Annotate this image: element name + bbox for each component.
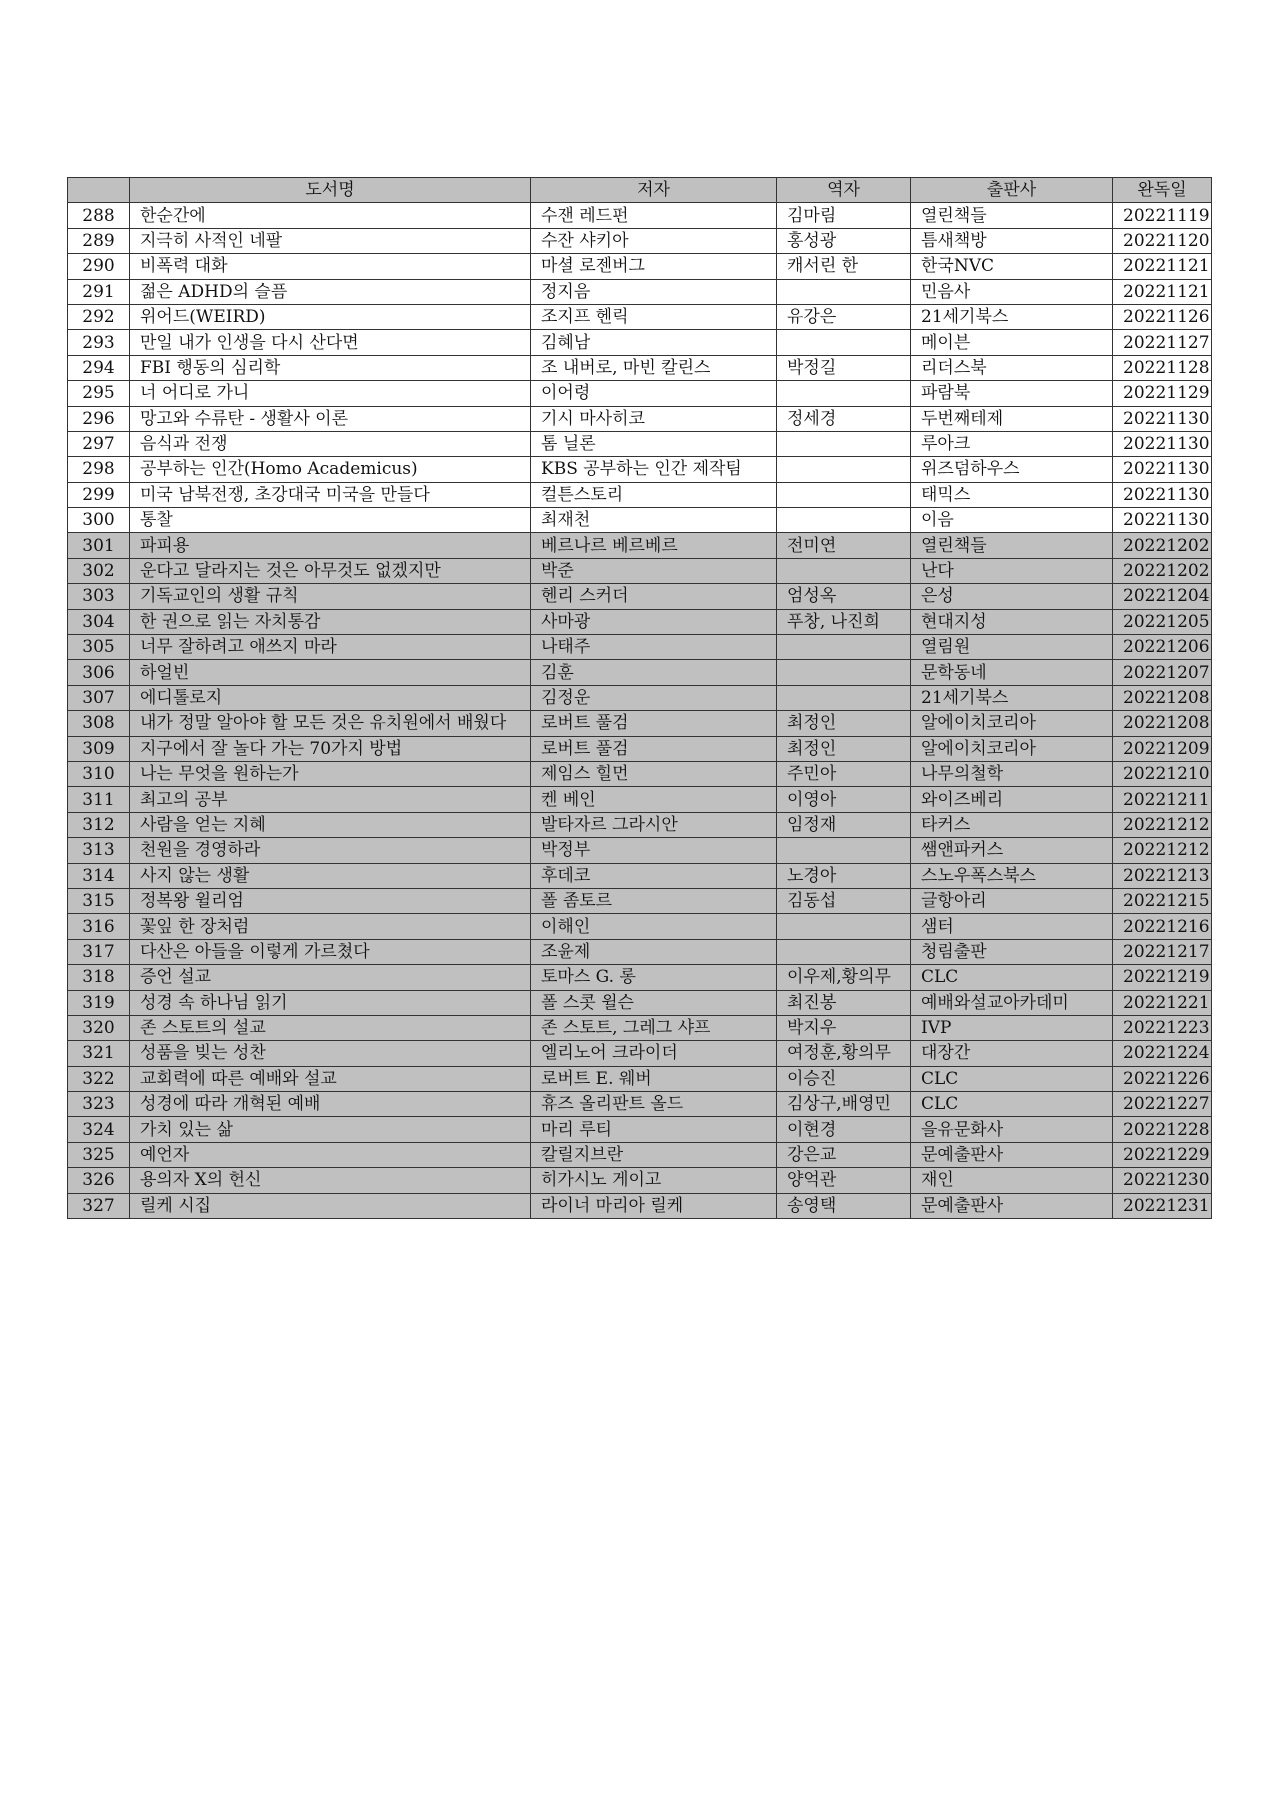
author-cell: 조지프 헨릭 <box>531 304 777 329</box>
author-cell: 김훈 <box>531 660 777 685</box>
table-row <box>68 635 1212 660</box>
publisher-cell: 나무의철학 <box>911 761 1113 786</box>
book-title-cell: 성품을 빚는 성찬 <box>130 1041 531 1066</box>
row-number-cell: 306 <box>68 660 130 685</box>
author-cell: 발타자르 그라시안 <box>531 812 777 837</box>
publisher-cell: 민음사 <box>911 279 1113 304</box>
row-number-cell: 314 <box>68 863 130 888</box>
finish-date-cell: 20221205 <box>1113 609 1212 634</box>
author-cell: 엘리노어 크라이더 <box>531 1041 777 1066</box>
publisher-cell: 샘터 <box>911 914 1113 939</box>
table-row <box>68 254 1212 279</box>
book-title-cell: 사지 않는 생활 <box>130 863 531 888</box>
row-number-cell: 311 <box>68 787 130 812</box>
book-title-cell: 위어드(WEIRD) <box>130 304 531 329</box>
row-number-cell: 301 <box>68 533 130 558</box>
table-row <box>68 787 1212 812</box>
publisher-cell: 문예출판사 <box>911 1142 1113 1167</box>
author-cell: 로버트 풀검 <box>531 711 777 736</box>
book-title-cell: 정복왕 윌리엄 <box>130 888 531 913</box>
author-cell: 토마스 G. 롱 <box>531 965 777 990</box>
table-row <box>68 736 1212 761</box>
translator-cell: 김상구,배영민 <box>777 1092 911 1117</box>
row-number-cell: 308 <box>68 711 130 736</box>
row-number-cell: 290 <box>68 254 130 279</box>
table-row <box>68 812 1212 837</box>
row-number-cell: 289 <box>68 228 130 253</box>
translator-cell <box>777 660 911 685</box>
publisher-cell: IVP <box>911 1015 1113 1040</box>
book-title-cell: 성경 속 하나님 읽기 <box>130 990 531 1015</box>
finish-date-cell: 20221130 <box>1113 431 1212 456</box>
row-number-cell: 296 <box>68 406 130 431</box>
publisher-cell: 을유문화사 <box>911 1117 1113 1142</box>
table-row <box>68 304 1212 329</box>
finish-date-cell: 20221130 <box>1113 457 1212 482</box>
finish-date-cell: 20221224 <box>1113 1041 1212 1066</box>
publisher-cell: 알에이치코리아 <box>911 711 1113 736</box>
finish-date-cell: 20221130 <box>1113 508 1212 533</box>
book-title-cell: 용의자 X의 헌신 <box>130 1168 531 1193</box>
book-title-cell: 다산은 아들을 이렇게 가르쳤다 <box>130 939 531 964</box>
row-number-cell: 305 <box>68 635 130 660</box>
author-cell: 베르나르 베르베르 <box>531 533 777 558</box>
publisher-cell: 루아크 <box>911 431 1113 456</box>
publisher-cell: 파람북 <box>911 381 1113 406</box>
book-title-cell: 내가 정말 알아야 할 모든 것은 유치원에서 배웠다 <box>130 711 531 736</box>
finish-date-cell: 20221215 <box>1113 888 1212 913</box>
book-title-cell: 예언자 <box>130 1142 531 1167</box>
translator-cell: 이영아 <box>777 787 911 812</box>
translator-cell: 캐서린 한 <box>777 254 911 279</box>
finish-date-cell: 20221119 <box>1113 203 1212 228</box>
row-number-cell: 310 <box>68 761 130 786</box>
translator-cell: 최정인 <box>777 736 911 761</box>
finish-date-cell: 20221213 <box>1113 863 1212 888</box>
table-row <box>68 1066 1212 1091</box>
book-title-cell: 한 권으로 읽는 자치통감 <box>130 609 531 634</box>
finish-date-cell: 20221130 <box>1113 406 1212 431</box>
author-cell: 헨리 스커더 <box>531 584 777 609</box>
translator-cell: 송영택 <box>777 1193 911 1218</box>
row-number-cell: 312 <box>68 812 130 837</box>
translator-cell <box>777 457 911 482</box>
row-number-cell: 288 <box>68 203 130 228</box>
row-number-cell: 302 <box>68 558 130 583</box>
table-row <box>68 482 1212 507</box>
finish-date-cell: 20221209 <box>1113 736 1212 761</box>
finish-date-cell: 20221219 <box>1113 965 1212 990</box>
table-row <box>68 990 1212 1015</box>
translator-cell <box>777 431 911 456</box>
publisher-cell: 은성 <box>911 584 1113 609</box>
row-number-cell: 307 <box>68 685 130 710</box>
table-row <box>68 711 1212 736</box>
author-cell: 컬튼스토리 <box>531 482 777 507</box>
row-number-cell: 294 <box>68 355 130 380</box>
finish-date-cell: 20221231 <box>1113 1193 1212 1218</box>
finish-date-cell: 20221126 <box>1113 304 1212 329</box>
translator-cell <box>777 381 911 406</box>
row-number-cell: 297 <box>68 431 130 456</box>
row-number-cell: 321 <box>68 1041 130 1066</box>
translator-cell: 노경아 <box>777 863 911 888</box>
translator-cell: 임정재 <box>777 812 911 837</box>
row-number-cell: 315 <box>68 888 130 913</box>
translator-cell <box>777 685 911 710</box>
author-cell: 칼릴지브란 <box>531 1142 777 1167</box>
book-title-cell: 하얼빈 <box>130 660 531 685</box>
table-row <box>68 431 1212 456</box>
author-cell: KBS 공부하는 인간 제작팀 <box>531 457 777 482</box>
table-row <box>68 508 1212 533</box>
author-cell: 폴 스콧 윌슨 <box>531 990 777 1015</box>
finish-date-cell: 20221221 <box>1113 990 1212 1015</box>
finish-date-cell: 20221230 <box>1113 1168 1212 1193</box>
author-cell: 수잰 레드펀 <box>531 203 777 228</box>
table-row <box>68 228 1212 253</box>
row-number-cell: 318 <box>68 965 130 990</box>
translator-cell: 주민아 <box>777 761 911 786</box>
publisher-cell: 태믹스 <box>911 482 1113 507</box>
row-number-cell: 292 <box>68 304 130 329</box>
header-author: 저자 <box>531 178 777 203</box>
table-row <box>68 1142 1212 1167</box>
translator-cell: 최정인 <box>777 711 911 736</box>
translator-cell: 이현경 <box>777 1117 911 1142</box>
translator-cell: 김동섭 <box>777 888 911 913</box>
author-cell: 수잔 샤키아 <box>531 228 777 253</box>
author-cell: 후데코 <box>531 863 777 888</box>
finish-date-cell: 20221208 <box>1113 685 1212 710</box>
book-title-cell: 존 스토트의 설교 <box>130 1015 531 1040</box>
author-cell: 조 내버로, 마빈 칼린스 <box>531 355 777 380</box>
translator-cell: 푸창, 나진희 <box>777 609 911 634</box>
table-row <box>68 838 1212 863</box>
translator-cell: 강은교 <box>777 1142 911 1167</box>
book-title-cell: 증언 설교 <box>130 965 531 990</box>
author-cell: 박준 <box>531 558 777 583</box>
row-number-cell: 320 <box>68 1015 130 1040</box>
translator-cell <box>777 508 911 533</box>
publisher-cell: 이음 <box>911 508 1113 533</box>
finish-date-cell: 20221217 <box>1113 939 1212 964</box>
translator-cell: 전미연 <box>777 533 911 558</box>
finish-date-cell: 20221127 <box>1113 330 1212 355</box>
author-cell: 히가시노 게이고 <box>531 1168 777 1193</box>
translator-cell: 박정길 <box>777 355 911 380</box>
publisher-cell: CLC <box>911 1066 1113 1091</box>
author-cell: 기시 마사히코 <box>531 406 777 431</box>
translator-cell: 정세경 <box>777 406 911 431</box>
row-number-cell: 303 <box>68 584 130 609</box>
publisher-cell: 한국NVC <box>911 254 1113 279</box>
header-finish-date: 완독일 <box>1113 178 1212 203</box>
finish-date-cell: 20221212 <box>1113 812 1212 837</box>
table-row <box>68 863 1212 888</box>
row-number-cell: 325 <box>68 1142 130 1167</box>
finish-date-cell: 20221130 <box>1113 482 1212 507</box>
table-row <box>68 457 1212 482</box>
author-cell: 최재천 <box>531 508 777 533</box>
translator-cell <box>777 330 911 355</box>
finish-date-cell: 20221223 <box>1113 1015 1212 1040</box>
publisher-cell: 난다 <box>911 558 1113 583</box>
header-row <box>68 178 1212 203</box>
table-row <box>68 1041 1212 1066</box>
row-number-cell: 316 <box>68 914 130 939</box>
book-title-cell: 너 어디로 가니 <box>130 381 531 406</box>
translator-cell <box>777 482 911 507</box>
publisher-cell: 틈새책방 <box>911 228 1113 253</box>
author-cell: 톰 닐론 <box>531 431 777 456</box>
finish-date-cell: 20221202 <box>1113 533 1212 558</box>
translator-cell: 엄성옥 <box>777 584 911 609</box>
book-title-cell: 음식과 전쟁 <box>130 431 531 456</box>
publisher-cell: 청림출판 <box>911 939 1113 964</box>
table-row <box>68 1168 1212 1193</box>
book-title-cell: 나는 무엇을 원하는가 <box>130 761 531 786</box>
row-number-cell: 322 <box>68 1066 130 1091</box>
header-title: 도서명 <box>130 178 531 203</box>
publisher-cell: 위즈덤하우스 <box>911 457 1113 482</box>
table-row <box>68 965 1212 990</box>
row-number-cell: 317 <box>68 939 130 964</box>
book-title-cell: 릴케 시집 <box>130 1193 531 1218</box>
publisher-cell: 메이븐 <box>911 330 1113 355</box>
book-title-cell: 꽃잎 한 장처럼 <box>130 914 531 939</box>
book-title-cell: 너무 잘하려고 애쓰지 마라 <box>130 635 531 660</box>
publisher-cell: 열린책들 <box>911 203 1113 228</box>
translator-cell: 유강은 <box>777 304 911 329</box>
finish-date-cell: 20221226 <box>1113 1066 1212 1091</box>
book-title-cell: 통찰 <box>130 508 531 533</box>
table-row <box>68 609 1212 634</box>
table-row <box>68 330 1212 355</box>
finish-date-cell: 20221206 <box>1113 635 1212 660</box>
row-number-cell: 304 <box>68 609 130 634</box>
book-title-cell: 젊은 ADHD의 슬픔 <box>130 279 531 304</box>
translator-cell: 여정훈,황의무 <box>777 1041 911 1066</box>
row-number-cell: 299 <box>68 482 130 507</box>
author-cell: 박정부 <box>531 838 777 863</box>
translator-cell: 김마림 <box>777 203 911 228</box>
translator-cell <box>777 558 911 583</box>
author-cell: 제임스 힐먼 <box>531 761 777 786</box>
publisher-cell: 알에이치코리아 <box>911 736 1113 761</box>
table-row <box>68 584 1212 609</box>
finish-date-cell: 20221128 <box>1113 355 1212 380</box>
translator-cell: 홍성광 <box>777 228 911 253</box>
translator-cell <box>777 914 911 939</box>
author-cell: 로버트 E. 웨버 <box>531 1066 777 1091</box>
table-row <box>68 685 1212 710</box>
finish-date-cell: 20221211 <box>1113 787 1212 812</box>
publisher-cell: 21세기북스 <box>911 304 1113 329</box>
author-cell: 김혜남 <box>531 330 777 355</box>
author-cell: 마셜 로젠버그 <box>531 254 777 279</box>
finish-date-cell: 20221121 <box>1113 254 1212 279</box>
book-title-cell: 파피용 <box>130 533 531 558</box>
publisher-cell: 타커스 <box>911 812 1113 837</box>
book-title-cell: 성경에 따라 개혁된 예배 <box>130 1092 531 1117</box>
publisher-cell: 열림원 <box>911 635 1113 660</box>
table-row <box>68 203 1212 228</box>
header-publisher: 출판사 <box>911 178 1113 203</box>
publisher-cell: 예배와설교아카데미 <box>911 990 1113 1015</box>
row-number-cell: 324 <box>68 1117 130 1142</box>
book-title-cell: 교회력에 따른 예배와 설교 <box>130 1066 531 1091</box>
author-cell: 로버트 풀검 <box>531 736 777 761</box>
author-cell: 존 스토트, 그레그 샤프 <box>531 1015 777 1040</box>
finish-date-cell: 20221121 <box>1113 279 1212 304</box>
author-cell: 켄 베인 <box>531 787 777 812</box>
row-number-cell: 323 <box>68 1092 130 1117</box>
row-number-cell: 300 <box>68 508 130 533</box>
publisher-cell: 와이즈베리 <box>911 787 1113 812</box>
row-number-cell: 327 <box>68 1193 130 1218</box>
table-row <box>68 381 1212 406</box>
finish-date-cell: 20221129 <box>1113 381 1212 406</box>
book-title-cell: 사람을 얻는 지혜 <box>130 812 531 837</box>
finish-date-cell: 20221120 <box>1113 228 1212 253</box>
book-title-cell: 망고와 수류탄 - 생활사 이론 <box>130 406 531 431</box>
publisher-cell: 열린책들 <box>911 533 1113 558</box>
finish-date-cell: 20221207 <box>1113 660 1212 685</box>
author-cell: 마리 루티 <box>531 1117 777 1142</box>
row-number-cell: 326 <box>68 1168 130 1193</box>
translator-cell: 최진봉 <box>777 990 911 1015</box>
translator-cell: 박지우 <box>777 1015 911 1040</box>
book-title-cell: 최고의 공부 <box>130 787 531 812</box>
author-cell: 휴즈 올리판트 올드 <box>531 1092 777 1117</box>
author-cell: 폴 좀토르 <box>531 888 777 913</box>
table-row <box>68 761 1212 786</box>
publisher-cell: 쌤앤파커스 <box>911 838 1113 863</box>
book-title-cell: FBI 행동의 심리학 <box>130 355 531 380</box>
finish-date-cell: 20221212 <box>1113 838 1212 863</box>
book-title-cell: 지구에서 잘 놀다 가는 70가지 방법 <box>130 736 531 761</box>
author-cell: 이어령 <box>531 381 777 406</box>
publisher-cell: 글항아리 <box>911 888 1113 913</box>
translator-cell: 이승진 <box>777 1066 911 1091</box>
row-number-cell: 293 <box>68 330 130 355</box>
book-title-cell: 공부하는 인간(Homo Academicus) <box>130 457 531 482</box>
translator-cell: 이우제,황의무 <box>777 965 911 990</box>
author-cell: 조윤제 <box>531 939 777 964</box>
publisher-cell: 문예출판사 <box>911 1193 1113 1218</box>
row-number-cell: 313 <box>68 838 130 863</box>
publisher-cell: 재인 <box>911 1168 1113 1193</box>
book-title-cell: 에디톨로지 <box>130 685 531 710</box>
table-row <box>68 533 1212 558</box>
header-number <box>68 178 130 203</box>
row-number-cell: 309 <box>68 736 130 761</box>
author-cell: 라이너 마리아 릴케 <box>531 1193 777 1218</box>
book-title-cell: 만일 내가 인생을 다시 산다면 <box>130 330 531 355</box>
publisher-cell: 두번째테제 <box>911 406 1113 431</box>
table-row <box>68 939 1212 964</box>
row-number-cell: 319 <box>68 990 130 1015</box>
table-row <box>68 660 1212 685</box>
book-title-cell: 기독교인의 생활 규칙 <box>130 584 531 609</box>
finish-date-cell: 20221227 <box>1113 1092 1212 1117</box>
translator-cell <box>777 939 911 964</box>
finish-date-cell: 20221202 <box>1113 558 1212 583</box>
table-row <box>68 1193 1212 1218</box>
finish-date-cell: 20221216 <box>1113 914 1212 939</box>
book-title-cell: 가치 있는 삶 <box>130 1117 531 1142</box>
table-row <box>68 1117 1212 1142</box>
publisher-cell: 현대지성 <box>911 609 1113 634</box>
table-row <box>68 1092 1212 1117</box>
book-title-cell: 미국 남북전쟁, 초강대국 미국을 만들다 <box>130 482 531 507</box>
table-row <box>68 558 1212 583</box>
row-number-cell: 295 <box>68 381 130 406</box>
row-number-cell: 298 <box>68 457 130 482</box>
table-row <box>68 1015 1212 1040</box>
translator-cell <box>777 279 911 304</box>
finish-date-cell: 20221228 <box>1113 1117 1212 1142</box>
book-title-cell: 운다고 달라지는 것은 아무것도 없겠지만 <box>130 558 531 583</box>
book-title-cell: 지극히 사적인 네팔 <box>130 228 531 253</box>
table-row <box>68 406 1212 431</box>
finish-date-cell: 20221208 <box>1113 711 1212 736</box>
header-translator: 역자 <box>777 178 911 203</box>
translator-cell <box>777 838 911 863</box>
table-row <box>68 914 1212 939</box>
finish-date-cell: 20221210 <box>1113 761 1212 786</box>
author-cell: 정지음 <box>531 279 777 304</box>
publisher-cell: 리더스북 <box>911 355 1113 380</box>
author-cell: 나태주 <box>531 635 777 660</box>
author-cell: 사마광 <box>531 609 777 634</box>
publisher-cell: CLC <box>911 965 1113 990</box>
row-number-cell: 291 <box>68 279 130 304</box>
finish-date-cell: 20221229 <box>1113 1142 1212 1167</box>
publisher-cell: 문학동네 <box>911 660 1113 685</box>
translator-cell: 양억관 <box>777 1168 911 1193</box>
finish-date-cell: 20221204 <box>1113 584 1212 609</box>
book-title-cell: 천원을 경영하라 <box>130 838 531 863</box>
publisher-cell: 스노우폭스북스 <box>911 863 1113 888</box>
author-cell: 이해인 <box>531 914 777 939</box>
publisher-cell: CLC <box>911 1092 1113 1117</box>
reading-log-table <box>67 177 1212 1219</box>
table-row <box>68 355 1212 380</box>
translator-cell <box>777 635 911 660</box>
table-row <box>68 888 1212 913</box>
book-title-cell: 한순간에 <box>130 203 531 228</box>
author-cell: 김정운 <box>531 685 777 710</box>
publisher-cell: 21세기북스 <box>911 685 1113 710</box>
table-row <box>68 279 1212 304</box>
book-title-cell: 비폭력 대화 <box>130 254 531 279</box>
publisher-cell: 대장간 <box>911 1041 1113 1066</box>
